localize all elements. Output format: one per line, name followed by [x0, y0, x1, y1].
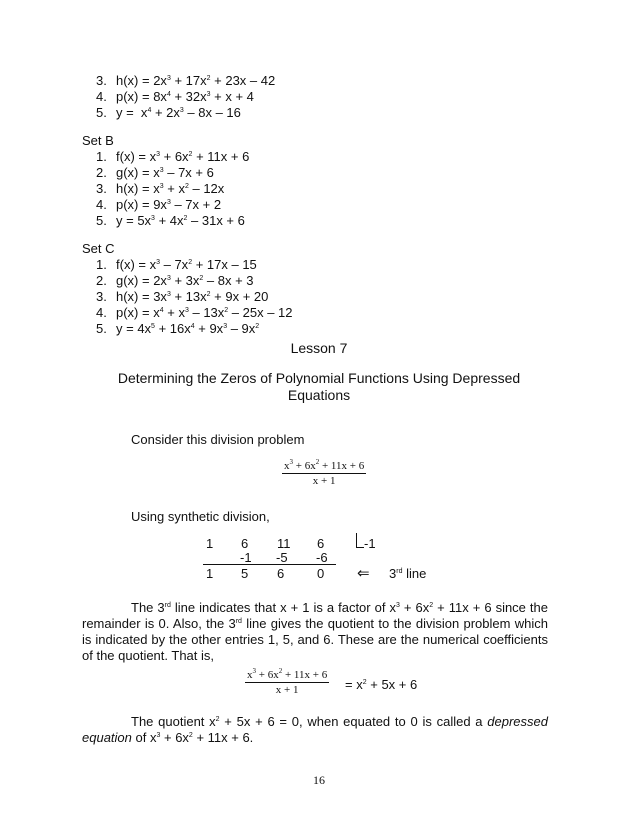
fraction-numerator: $x^3 + 6x^2 + 11x + 6$ [247, 667, 328, 681]
paragraph-line: The quotient $x^2 + 5x + 6 = 0$, when equated to 0 is called a depressed [131, 714, 548, 729]
list-item: 1. $f(x) = x^3 - 7x^2 + 17x - 15$ [96, 257, 257, 272]
list-item: 4. $p(x) = x^4 + x^3 - 13x^2 - 25x - 12$ [96, 305, 293, 320]
lesson-title-line1: Determining the Zeros of Polynomial Functions Using Depressed [117, 370, 521, 386]
paragraph-line: remainder is 0. Also, the 3rd line gives the quotient to the division problem which [82, 616, 548, 631]
left-arrow-icon: ⇐ [357, 565, 370, 582]
coef-cell: 1 [206, 536, 214, 551]
fraction-numerator: $x^3 + 6x^2 + 11x + 6$ [284, 458, 365, 472]
divisor-bracket [356, 533, 364, 548]
coef-cell: 6 [317, 536, 325, 551]
synthetic-intro: Using synthetic division, [131, 509, 270, 524]
paragraph-line: is indicated by the other entries 1, 5, and 6. These are the numerical coefficients [82, 632, 548, 647]
list-item: 3. $h(x) = 2x^3 + 17x^2 + 23x - 42$ [96, 73, 276, 88]
lesson-title-line2: Equations [287, 387, 351, 403]
product-cell: -6 [316, 550, 328, 565]
result-cell: 6 [277, 566, 285, 581]
intro-text: Consider this division problem [131, 432, 305, 447]
coef-cell: 11 [277, 536, 291, 551]
division-rule [203, 564, 336, 565]
list-item: 2. $g(x) = 2x^3 + 3x^2 - 8x + 3$ [96, 273, 254, 288]
set-b-heading: Set B [82, 133, 114, 148]
page-number: 16 [313, 773, 325, 787]
remainder-cell: 0 [317, 566, 325, 581]
division-fraction [282, 460, 366, 487]
list-item: 1. $f(x) = x^3 + 6x^2 + 11x + 6$ [96, 149, 250, 164]
fraction-denominator: x + 1 [275, 684, 299, 696]
paragraph-line: of the quotient. That is, [82, 648, 215, 663]
fraction-denominator: x + 1 [312, 475, 336, 487]
lesson-label: Lesson 7 [290, 340, 348, 356]
set-c-heading: Set C [82, 241, 115, 256]
list-item: 3. $h(x) = 3x^3 + 13x^2 + 9x + 20$ [96, 289, 269, 304]
result-quotient: = $x^2 + 5x + 6$ [345, 677, 418, 692]
divisor-value: -1 [364, 536, 376, 551]
result-cell: 5 [241, 566, 249, 581]
list-item: 4. $p(x) = 8x^4 + 32x^3 + x + 4$ [96, 89, 254, 104]
paragraph-line: equation of $x^3 + 6x^2 + 11x + 6$. [82, 730, 254, 745]
list-item: 5. $y = 5x^3 + 4x^2 - 31x + 6$ [96, 213, 245, 228]
paragraph-line: The 3rd line indicates that x + 1 is a factor of $x^3 + 6x^2 + 11x + 6$ since the [131, 600, 548, 615]
list-item: 3. $h(x) = x^3 + x^2 - 12x$ [96, 181, 225, 196]
list-item: 5. $y = x^4 + 2x^3 - 8x - 16$ [96, 105, 241, 120]
result-cell: 1 [206, 566, 214, 581]
list-item: 2. $g(x) = x^3 - 7x + 6$ [96, 165, 214, 180]
product-cell: -5 [276, 550, 288, 565]
list-item: 4. $p(x) = 9x^3 - 7x + 2$ [96, 197, 222, 212]
result-fraction [245, 669, 329, 696]
third-line-label: 3rd line [389, 566, 427, 581]
product-cell: -1 [240, 550, 252, 565]
list-item: 5. $y = 4x^5 + 16x^4 + 9x^3 - 9x^2$ [96, 321, 260, 336]
coef-cell: 6 [241, 536, 249, 551]
